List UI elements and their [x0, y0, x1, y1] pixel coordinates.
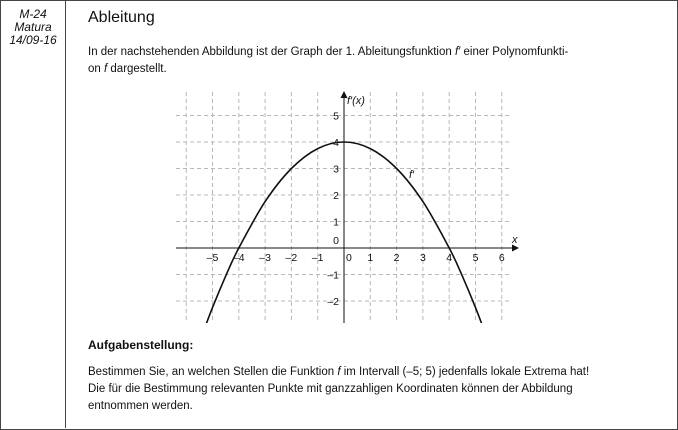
y-tick-label: 0 [333, 235, 339, 247]
y-tick-label: 5 [333, 110, 339, 123]
x-tick-label: 5 [472, 252, 479, 264]
x-tick-label: 3 [419, 252, 426, 264]
x-tick-label: –2 [285, 252, 298, 264]
task-text [88, 364, 668, 415]
task-part3: Die für die Bestimmung relevanten Punkte mit ganzzahligen Koordinaten können der Abbildung [88, 383, 573, 395]
intro-part1: In der nachstehenden Abbildung ist der Graph der 1. Ableitungsfunktion [88, 46, 455, 58]
x-tick-label: 4 [446, 252, 453, 264]
curve-label: f′ [409, 169, 415, 181]
task-part2: im Intervall (–5; 5) jedenfalls lokale Extrema hat! [340, 366, 590, 378]
y-tick-label: 3 [333, 163, 339, 176]
chart-axes [176, 92, 518, 323]
y-tick-label: 4 [333, 137, 339, 149]
y-tick-label: 1 [333, 216, 339, 229]
y-axis-label: f′(x) [347, 95, 365, 107]
chart-tick-labels [207, 111, 505, 309]
page-title: Ableitung [88, 9, 155, 26]
task-part4: entnommen werden. [88, 400, 193, 412]
exam-date: 14/09-16 [9, 33, 57, 47]
y-tick-label: –2 [327, 296, 339, 308]
x-tick-label: –5 [206, 252, 219, 264]
exam-type: Matura [14, 20, 52, 34]
x-tick-label: –1 [311, 252, 324, 264]
y-tick-label: –1 [327, 269, 339, 282]
y-tick-label: 2 [333, 190, 339, 202]
x-tick-label: 0 [346, 252, 352, 264]
x-tick-label: 1 [367, 252, 374, 264]
x-tick-label: –3 [259, 252, 271, 264]
intro-fprime: f′ [454, 46, 461, 58]
task-f: f [337, 366, 341, 378]
intro-part3: on [88, 63, 104, 75]
task-code: M-24 [19, 7, 47, 21]
task-heading: Aufgabenstellung: [88, 338, 194, 352]
intro-part4: dargestellt. [107, 63, 167, 75]
intro-part2: einer Polynomfunkti- [460, 46, 569, 58]
x-tick-label: –4 [232, 252, 245, 264]
x-tick-label: 2 [393, 252, 400, 264]
x-tick-label: 6 [498, 252, 505, 264]
intro-f: f [104, 63, 108, 75]
task-part1: Bestimmen Sie, an welchen Stellen die Funktion [88, 366, 338, 378]
x-axis-label: x [512, 234, 518, 246]
